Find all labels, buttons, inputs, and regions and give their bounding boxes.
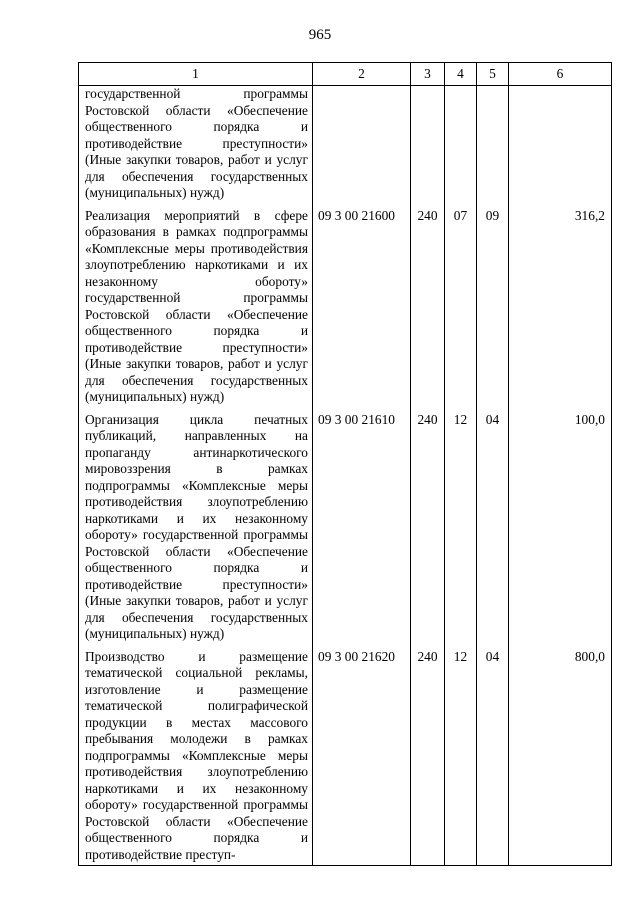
section-code: 12 [445, 406, 477, 643]
row-description: государственной программы Ростовской области «Обеспечение общественного порядка и противодействие преступности» (Иные закупки товаров, работ и услуг для обеспечения государственных (муниципальных) нужд) [79, 86, 313, 202]
table-row [79, 406, 612, 643]
target-article-code [313, 86, 411, 202]
column-header-4: 4 [445, 63, 477, 86]
subsection-code [477, 86, 509, 202]
column-header-2: 2 [313, 63, 411, 86]
section-code [445, 86, 477, 202]
row-description: Реализация мероприятий в сфере образования в рамках подпрограммы «Комплексные меры противодействия злоупотреблению наркотиками и их незаконному обороту» государственной программы Ростовской области «Обеспечение общественного порядка и противодействие преступности» (Иные закупки товаров, работ и услуг для обеспечения государственных (муниципальных) нужд) [79, 202, 313, 406]
table-row [79, 643, 612, 866]
subsection-code: 04 [477, 643, 509, 866]
amount: 316,2 [509, 202, 612, 406]
expense-type-code: 240 [411, 406, 445, 643]
amount [509, 86, 612, 202]
column-header-5: 5 [477, 63, 509, 86]
budget-table [78, 62, 612, 866]
amount: 800,0 [509, 643, 612, 866]
expense-type-code: 240 [411, 643, 445, 866]
table-row [79, 86, 612, 202]
table-header-row [79, 63, 612, 86]
subsection-code: 09 [477, 202, 509, 406]
row-description: Организация цикла печатных публикаций, направленных на пропаганду антинаркотического мировоззрения в рамках подпрограммы «Комплексные меры противодействия злоупотреблению наркотиками и их незаконному обороту» государственной программы Ростовской области «Обеспечение общественного порядка и противодействие преступности» (Иные закупки товаров, работ и услуг для обеспечения государственных (муниципальных) нужд) [79, 406, 313, 643]
expense-type-code [411, 86, 445, 202]
section-code: 07 [445, 202, 477, 406]
expense-type-code: 240 [411, 202, 445, 406]
table-row [79, 202, 612, 406]
amount: 100,0 [509, 406, 612, 643]
target-article-code: 09 3 00 21600 [313, 202, 411, 406]
page-number: 965 [308, 27, 332, 43]
row-description: Производство и размещение тематической социальной рекламы, изготовление и размещение тематической полиграфической продукции в местах массового пребывания молодежи в рамках подпрограммы «Комплексные меры противодействия злоупотреблению наркотиками и их незаконному обороту» государственной программы Ростовской области «Обеспечение общественного порядка и противодействие преступ- [79, 643, 313, 866]
column-header-1: 1 [79, 63, 313, 86]
column-header-6: 6 [509, 63, 612, 86]
subsection-code: 04 [477, 406, 509, 643]
column-header-3: 3 [411, 63, 445, 86]
section-code: 12 [445, 643, 477, 866]
target-article-code: 09 3 00 21620 [313, 643, 411, 866]
target-article-code: 09 3 00 21610 [313, 406, 411, 643]
